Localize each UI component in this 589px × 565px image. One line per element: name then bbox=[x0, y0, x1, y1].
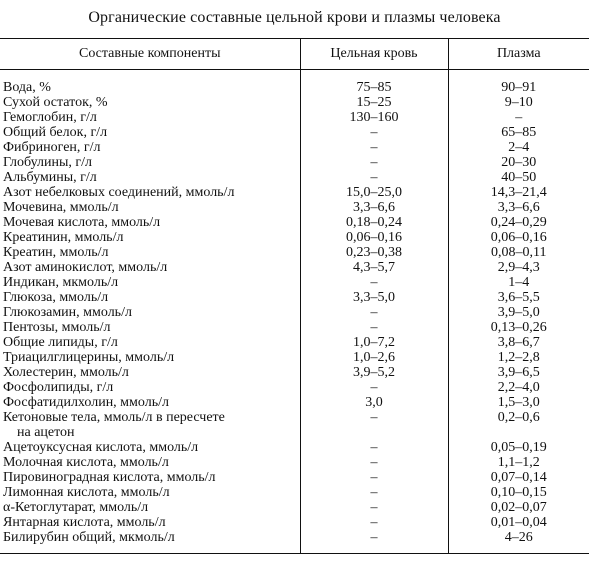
component-name-text: Глюкозамин, ммоль/л bbox=[3, 305, 132, 320]
plasma-value: 0,06–0,16 bbox=[448, 230, 589, 245]
whole-blood-value: – bbox=[300, 485, 448, 500]
table-row bbox=[0, 125, 589, 140]
whole-blood-value: – bbox=[300, 410, 448, 440]
plasma-value: 0,07–0,14 bbox=[448, 470, 589, 485]
plasma-value: – bbox=[448, 110, 589, 125]
table-row bbox=[0, 380, 589, 395]
component-name-text: Азот небелковых соединений, ммоль/л bbox=[3, 185, 235, 200]
plasma-value: 4–26 bbox=[448, 530, 589, 554]
table-row bbox=[0, 365, 589, 380]
component-name-text: Общие липиды, г/л bbox=[3, 335, 118, 350]
component-name bbox=[0, 95, 300, 110]
table-header-row bbox=[0, 39, 589, 70]
plasma-value: 2–4 bbox=[448, 140, 589, 155]
component-name-text: Мочевина, ммоль/л bbox=[3, 200, 119, 215]
plasma-value: 40–50 bbox=[448, 170, 589, 185]
table-row bbox=[0, 305, 589, 320]
component-name bbox=[0, 470, 300, 485]
component-name bbox=[0, 350, 300, 365]
whole-blood-value: 1,0–7,2 bbox=[300, 335, 448, 350]
whole-blood-value: 0,18–0,24 bbox=[300, 215, 448, 230]
component-name bbox=[0, 515, 300, 530]
table-row bbox=[0, 515, 589, 530]
table-row bbox=[0, 290, 589, 305]
table-row bbox=[0, 215, 589, 230]
table-row bbox=[0, 395, 589, 410]
table-row bbox=[0, 200, 589, 215]
plasma-value: 3,6–5,5 bbox=[448, 290, 589, 305]
component-name bbox=[0, 365, 300, 380]
component-name bbox=[0, 245, 300, 260]
whole-blood-value: – bbox=[300, 140, 448, 155]
table-row bbox=[0, 95, 589, 110]
header-whole-blood: Цельная кровь bbox=[300, 39, 448, 70]
whole-blood-value: – bbox=[300, 530, 448, 554]
table-row bbox=[0, 410, 589, 440]
component-name-text: Молочная кислота, ммоль/л bbox=[3, 455, 169, 470]
table-row bbox=[0, 155, 589, 170]
plasma-value: 0,13–0,26 bbox=[448, 320, 589, 335]
component-name bbox=[0, 290, 300, 305]
whole-blood-value: 130–160 bbox=[300, 110, 448, 125]
table-row bbox=[0, 275, 589, 290]
component-name bbox=[0, 305, 300, 320]
component-name-text: α-Кетоглутарат, ммоль/л bbox=[3, 500, 149, 515]
whole-blood-value: 4,3–5,7 bbox=[300, 260, 448, 275]
component-name-text: Глобулины, г/л bbox=[3, 155, 92, 170]
component-name-text: Гемоглобин, г/л bbox=[3, 110, 97, 125]
plasma-value: 3,8–6,7 bbox=[448, 335, 589, 350]
whole-blood-value: – bbox=[300, 455, 448, 470]
component-name bbox=[0, 200, 300, 215]
whole-blood-value: – bbox=[300, 170, 448, 185]
plasma-value: 14,3–21,4 bbox=[448, 185, 589, 200]
table-row bbox=[0, 335, 589, 350]
table-spacer-row bbox=[0, 70, 589, 81]
whole-blood-value: – bbox=[300, 500, 448, 515]
table-row bbox=[0, 485, 589, 500]
whole-blood-value: – bbox=[300, 320, 448, 335]
component-name bbox=[0, 125, 300, 140]
whole-blood-value: 3,9–5,2 bbox=[300, 365, 448, 380]
whole-blood-value: – bbox=[300, 470, 448, 485]
plasma-value: 1,1–1,2 bbox=[448, 455, 589, 470]
table-row bbox=[0, 320, 589, 335]
table-row bbox=[0, 350, 589, 365]
component-name-text: Пировиноградная кислота, ммоль/л bbox=[3, 470, 216, 485]
component-name-text: Азот аминокислот, ммоль/л bbox=[3, 260, 168, 275]
component-name bbox=[0, 530, 300, 554]
component-name bbox=[0, 440, 300, 455]
blood-composition-table bbox=[0, 38, 589, 554]
plasma-value: 1,5–3,0 bbox=[448, 395, 589, 410]
table-row bbox=[0, 500, 589, 515]
component-name bbox=[0, 230, 300, 245]
component-name-text: Янтарная кислота, ммоль/л bbox=[3, 515, 166, 530]
whole-blood-value: 0,23–0,38 bbox=[300, 245, 448, 260]
component-name bbox=[0, 395, 300, 410]
table-row bbox=[0, 80, 589, 95]
component-name bbox=[0, 260, 300, 275]
component-name-text: Индикан, мкмоль/л bbox=[3, 275, 119, 290]
component-name-text: Билирубин общий, мкмоль/л bbox=[3, 530, 175, 545]
table-row bbox=[0, 260, 589, 275]
component-name bbox=[0, 500, 300, 515]
component-name-text: Вода, % bbox=[3, 80, 51, 95]
plasma-value: 0,02–0,07 bbox=[448, 500, 589, 515]
component-name bbox=[0, 170, 300, 185]
component-name bbox=[0, 455, 300, 470]
whole-blood-value: 0,06–0,16 bbox=[300, 230, 448, 245]
whole-blood-value: – bbox=[300, 380, 448, 395]
plasma-value: 2,9–4,3 bbox=[448, 260, 589, 275]
component-name-text: Сухой остаток, % bbox=[3, 95, 108, 110]
plasma-value: 0,2–0,6 bbox=[448, 410, 589, 440]
component-name bbox=[0, 80, 300, 95]
component-name-text: Фибриноген, г/л bbox=[3, 140, 101, 155]
header-component: Составные компоненты bbox=[0, 39, 300, 70]
table-row bbox=[0, 440, 589, 455]
component-name bbox=[0, 140, 300, 155]
component-name bbox=[0, 320, 300, 335]
plasma-value: 1–4 bbox=[448, 275, 589, 290]
whole-blood-value: – bbox=[300, 275, 448, 290]
plasma-value: 3,9–5,0 bbox=[448, 305, 589, 320]
whole-blood-value: 75–85 bbox=[300, 80, 448, 95]
component-name bbox=[0, 380, 300, 395]
component-name-text: Креатин, ммоль/л bbox=[3, 245, 109, 260]
whole-blood-value: – bbox=[300, 125, 448, 140]
component-name-text: Холестерин, ммоль/л bbox=[3, 365, 129, 380]
table-title: Органические составные цельной крови и плазмы человека bbox=[88, 9, 501, 26]
plasma-value: 1,2–2,8 bbox=[448, 350, 589, 365]
component-name-text: Креатинин, ммоль/л bbox=[3, 230, 124, 245]
component-name-text: Триацилглицерины, ммоль/л bbox=[3, 350, 175, 365]
whole-blood-value: – bbox=[300, 155, 448, 170]
component-name bbox=[0, 275, 300, 290]
whole-blood-value: 15,0–25,0 bbox=[300, 185, 448, 200]
component-name-text: Альбумины, г/л bbox=[3, 170, 97, 185]
whole-blood-value: 3,3–5,0 bbox=[300, 290, 448, 305]
whole-blood-value: – bbox=[300, 305, 448, 320]
table-row bbox=[0, 230, 589, 245]
plasma-value: 65–85 bbox=[448, 125, 589, 140]
component-name-text: Общий белок, г/л bbox=[3, 125, 108, 140]
whole-blood-value: 15–25 bbox=[300, 95, 448, 110]
whole-blood-value: 1,0–2,6 bbox=[300, 350, 448, 365]
component-name bbox=[0, 185, 300, 200]
table-row bbox=[0, 110, 589, 125]
plasma-value: 20–30 bbox=[448, 155, 589, 170]
table-row bbox=[0, 170, 589, 185]
component-name-text: Лимонная кислота, ммоль/л bbox=[3, 485, 170, 500]
plasma-value: 0,24–0,29 bbox=[448, 215, 589, 230]
component-name-text: Фосфатидилхолин, ммоль/л bbox=[3, 395, 169, 410]
whole-blood-value: – bbox=[300, 440, 448, 455]
plasma-value: 90–91 bbox=[448, 80, 589, 95]
plasma-value: 2,2–4,0 bbox=[448, 380, 589, 395]
component-name-continuation: на ацетон bbox=[17, 425, 75, 440]
plasma-value: 0,01–0,04 bbox=[448, 515, 589, 530]
component-name bbox=[0, 215, 300, 230]
component-name-text: Кетоновые тела, ммоль/л в пересчете bbox=[3, 410, 225, 425]
component-name-text: Мочевая кислота, ммоль/л bbox=[3, 215, 161, 230]
table-row bbox=[0, 185, 589, 200]
component-name-text: Пентозы, ммоль/л bbox=[3, 320, 111, 335]
table-row bbox=[0, 140, 589, 155]
plasma-value: 3,3–6,6 bbox=[448, 200, 589, 215]
plasma-value: 0,05–0,19 bbox=[448, 440, 589, 455]
component-name bbox=[0, 485, 300, 500]
plasma-value: 0,08–0,11 bbox=[448, 245, 589, 260]
component-name bbox=[0, 410, 300, 440]
component-name bbox=[0, 335, 300, 350]
component-name-text: Ацетоуксусная кислота, ммоль/л bbox=[3, 440, 199, 455]
component-name bbox=[0, 110, 300, 125]
table-row bbox=[0, 470, 589, 485]
component-name-text: Глюкоза, ммоль/л bbox=[3, 290, 109, 305]
table-row bbox=[0, 530, 589, 554]
component-name bbox=[0, 155, 300, 170]
plasma-value: 3,9–6,5 bbox=[448, 365, 589, 380]
table-row bbox=[0, 245, 589, 260]
whole-blood-value: 3,0 bbox=[300, 395, 448, 410]
header-plasma: Плазма bbox=[448, 39, 589, 70]
plasma-value: 0,10–0,15 bbox=[448, 485, 589, 500]
plasma-value: 9–10 bbox=[448, 95, 589, 110]
table-row bbox=[0, 455, 589, 470]
whole-blood-value: 3,3–6,6 bbox=[300, 200, 448, 215]
whole-blood-value: – bbox=[300, 515, 448, 530]
component-name-text: Фосфолипиды, г/л bbox=[3, 380, 114, 395]
